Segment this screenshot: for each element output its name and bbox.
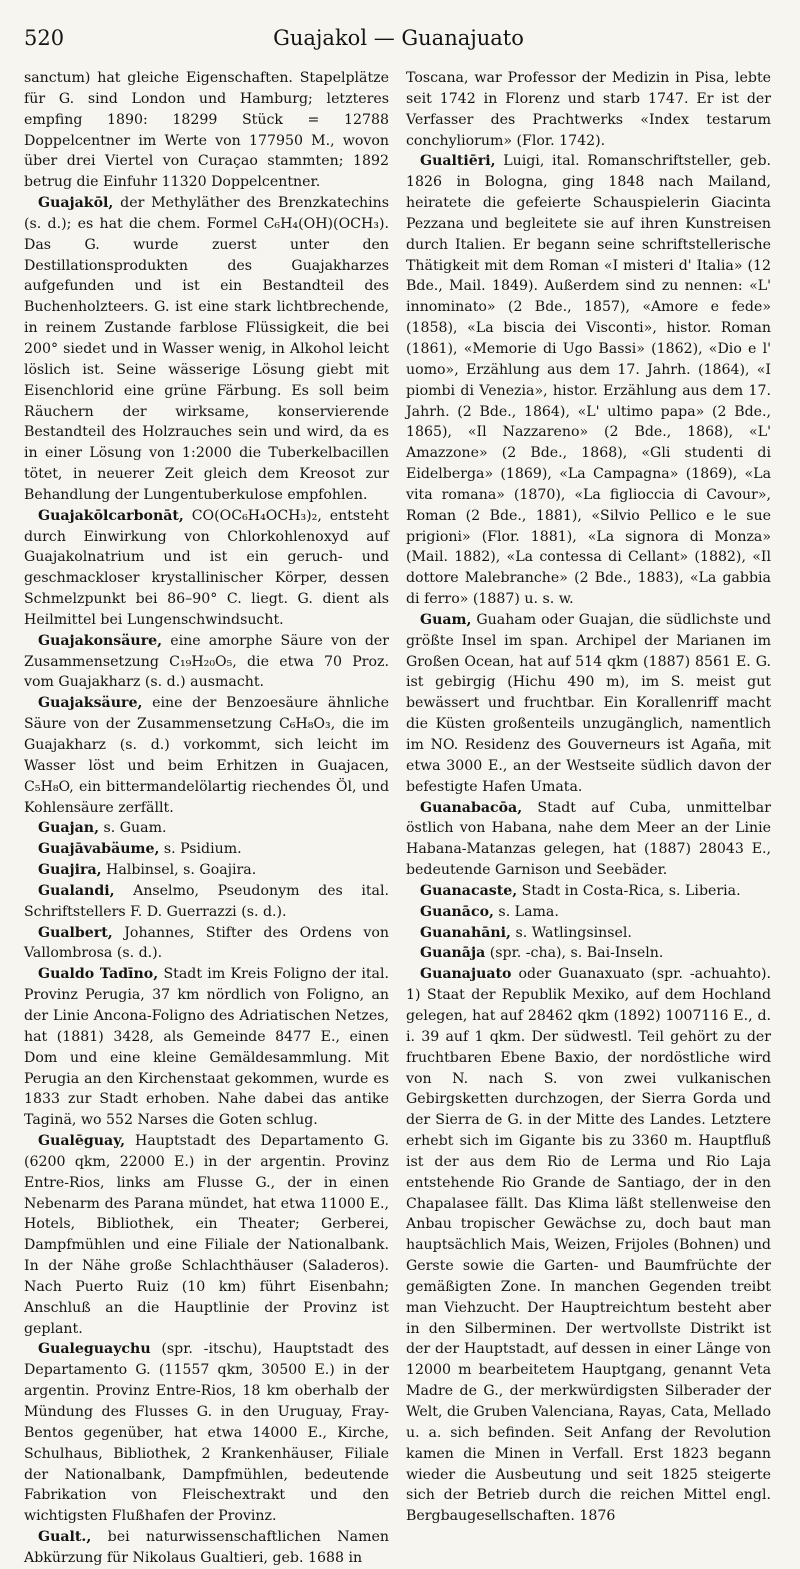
entry-text: Stadt im Kreis Foligno der ital. Provinz Perugia, 37 km nördlich von Foligno, an der Linie Ancona-Foligno des Adriatischen Netzes, hat (1881) 3428, als Gemeinde 8477 E., einen Dom und eine kleine Gemäldesammlung. Mit Perugia an den Kirchenstaat gekommen, wurde es 1833 zur Stadt erhoben. Nahe dabei das antike Taginä, wo 552 Narses die Goten schlug. (24, 966, 390, 1129)
dictionary-entry (24, 818, 389, 839)
dictionary-entry (24, 193, 389, 506)
page-header (24, 22, 773, 58)
dictionary-entry (24, 631, 389, 694)
entry-text: sanctum) hat gleiche Eigenschaften. Stapelplätze für G. sind London und Hamburg; letzteres empfing 1890: 18299 Stück = 12788 Doppelcentner im Werte von 177950 M., wovon über drei Viertel von Curaçao stammten; 1892 betrug die Einfuhr 11320 Doppelcentner. (24, 70, 389, 191)
entry-text: Guaham oder Guajan, die südlichste und größte Insel im span. Archipel der Marianen im Großen Ocean, hat auf 514 qkm (1887) 8561 E. G. ist gebirgig (Hichu 490 m), im S. meist gut bewässert und fruchtbar. Ein Korallenriff macht die Küsten großenteils unzugänglich, namentlich im NO. Residenz des Gouverneurs ist Agaña, mit etwa 3000 E., an der Westseite südlich davon der befestigte Hafen Umata. (406, 611, 771, 795)
entry-headword: Gualt., (38, 1529, 92, 1546)
dictionary-entry (24, 964, 389, 1131)
entry-text: Stadt auf Cuba, unmittelbar östlich von Habana, nahe dem Meer an der Linie Habana-Matanzas gelegen, hat (1887) 28043 E., bedeutende Garnison und Seebäder. (406, 799, 771, 879)
dictionary-entry (24, 693, 389, 818)
right-column (406, 68, 771, 1569)
running-head: Guajakol — Guanajuato (273, 26, 524, 50)
page-number: 520 (24, 26, 65, 50)
entry-headword: Guanāja (420, 945, 486, 962)
entry-headword: Guanahāni, (420, 924, 511, 941)
entry-headword: Gualbert, (38, 924, 113, 941)
entry-text: (spr. -itschu), Hauptstadt des Departamento G. (11557 qkm, 30500 E.) in der argentin. Provinz Entre-Rios, 18 km oberhalb der Mündung des Flusses G. in den Uruguay, Fray-Bentos gegenüber, hat etwa 14000 E., Kirche, Schulhaus, Bibliothek, 2 Krankenhäuser, Filiale der Nationalbank, Dampfmühlen, bedeutende Fabrikation von Fleischextrakt und den wichtigsten Flußhafen der Provinz. (24, 1341, 389, 1525)
entry-headword: Guam, (420, 611, 472, 628)
entry-text: s. Psidium. (159, 841, 242, 858)
dictionary-entry (406, 902, 771, 923)
entry-headword: Guanajuato (420, 966, 512, 983)
entry-headword: Guanāco, (420, 903, 494, 920)
entry-headword: Gualandi, (38, 882, 115, 899)
dictionary-entry (24, 881, 389, 923)
entry-continuation (406, 68, 771, 151)
dictionary-entry (24, 1527, 389, 1569)
entry-text: s. Lama. (493, 903, 559, 920)
entry-continuation (24, 68, 389, 193)
left-column (24, 68, 389, 1569)
entry-text: oder Guanaxuato (spr. -achuahto). 1) Staat der Republik Mexiko, auf dem Hochland gelegen, hat auf 28462 qkm (1892) 1007116 E., d. i. 39 auf 1 qkm. Der südwestl. Teil gehört zu der fruchtbaren Ebene Baxio, der nordöstliche wird von N. nach S. von zwei vulkanischen Gebirgsketten durchzogen, der Sierra Gorda und der Sierra de G. in der Mitte des Landes. Letztere erhebt sich im Gigante bis zu 3360 m. Hauptfluß ist der aus dem Rio de Lerma und Rio Laja entstehende Rio Grande de Santiago, der in den Chapalasee fällt. Das Klima läßt stellenweise den Anbau tropischer Gewächse zu, doch baut man hauptsächlich Mais, Weizen, Frijoles (Bohnen) und Gerste sowie die Garten- und Baumfrüchte der gemäßigten Zone. In manchen Gegenden treibt man Viehzucht. Der Hauptreichtum besteht aber in den Silberminen. Der wertvollste Distrikt ist der der Hauptstadt, auf dessen in einer Länge von 12000 m bearbeitetem Hauptgang, genannt Veta Madre de G., der merkwürdigsten Silberader der Welt, die Gruben Valenciana, Rayas, Cata, Mellado u. a. sich befinden. Seit Anfang der Revolution kamen die Minen in Verfall. Erst 1823 begann wieder die Ausbeutung und seit 1825 steigerte sich der Betrieb durch die reichen Mittel engl. Bergbaugesellschaften. 1876 (406, 966, 771, 1525)
entry-text: (spr. -cha), s. Bai-Inseln. (485, 945, 664, 962)
entry-headword: Guajaksäure, (38, 695, 143, 712)
entry-headword: Guajira, (38, 862, 102, 879)
entry-headword: Gualeguaychu (38, 1341, 151, 1358)
dictionary-entry (24, 860, 389, 881)
entry-text: Anselmo, Pseudonym des ital. Schriftstellers F. D. Guerrazzi (s. d.). (24, 882, 389, 920)
dictionary-entry (406, 943, 771, 964)
entry-text: Hauptstadt des Departamento G. (6200 qkm, 22000 E.) in der argentin. Provinz Entre-Rios, links am Flusse G., der in einen Nebenarm des Parana mündet, hat etwa 11000 E., Hotels, Bibliothek, ein Theater; Gerberei, Dampfmühlen und eine Filiale der Nationalbank. In der Nähe große Schlachthäuser (Saladeros). Nach Puerto Ruiz (10 km) führt Eisenbahn; Anschluß an die Hauptlinie der Provinz ist geplant. (24, 1133, 389, 1337)
entry-text: CO(OC₆H₄OCH₃)₂, entsteht durch Einwirkung von Chlorkohlenoxyd auf Guajakolnatrium und ist ein geruch- und geschmackloser krystallinischer Körper, dessen Schmelzpunkt bei 86–90° C. liegt. G. dient als Heilmittel bei Lungenschwindsucht. (24, 507, 389, 628)
dictionary-entry (406, 610, 771, 798)
dictionary-entry (24, 506, 389, 631)
entry-text: Halbinsel, s. Goajira. (101, 862, 257, 879)
entry-text: Luigi, ital. Romanschriftsteller, geb. 1826 in Bologna, ging 1848 nach Mailand, heiratete die gefeierte Schauspielerin Giacinta Pezzana und begleitete sie auf ihren Kunstreisen durch Italien. Er begann seine schriftstellerische Thätigkeit mit dem Roman «I misteri d' Italia» (12 Bde., Mail. 1849). Außerdem sind zu nennen: «L' innominato» (2 Bde., 1857), «Amore e fede» (1858), «La biscia dei Visconti», histor. Roman (1861), «Memorie di Ugo Bassi» (1862), «Dio e l' uomo», Erzählung aus dem 17. Jahrh. (1864), «I piombi di Venezia», histor. Erzählung aus dem 17. Jahrh. (2 Bde., 1864), «L' ultimo papa» (2 Bde., 1865), «Il Nazzareno» (2 Bde., 1868), «L' Amazzone» (2 Bde., 1868), «Gli studenti di Eidelberga» (1869), «La Campagna» (1869), «La vita romana» (1870), «La figlioccia di Cavour», Roman (2 Bde., 1881), «Silvio Pellico e le sue prigioni» (Flor. 1881), «La signora di Monza» (Mail. 1882), «La contessa di Cellant» (1882), «Il dottore Malebranche» (2 Bde., 1883), «La gabbia di ferro» (1887) u. s. w. (406, 153, 771, 608)
entry-headword: Guanacaste, (420, 882, 518, 899)
entry-headword: Guajāvabäume, (38, 841, 160, 858)
dictionary-entry (24, 923, 389, 965)
entry-headword: Gualdo Tadīno, (38, 966, 159, 983)
dictionary-entry (406, 881, 771, 902)
entry-text: s. Watlingsinsel. (510, 924, 632, 941)
entry-text: bei naturwissenschaftlichen Namen Abkürzung für Nikolaus Gualtieri, geb. 1688 in (24, 1529, 389, 1566)
entry-text: Toscana, war Professor der Medizin in Pisa, lebte seit 1742 in Florenz und starb 1747. Er ist der Verfasser des Prachtwerks «Index testarum conchyliorum» (Flor. 1742). (406, 70, 771, 149)
entry-text: eine amorphe Säure von der Zusammensetzung C₁₉H₂₀O₅, die etwa 70 Proz. vom Guajakharz (s. d.) ausmacht. (24, 632, 389, 691)
dictionary-entry (406, 798, 771, 881)
dictionary-entry (406, 923, 771, 944)
entry-text: Stadt in Costa-Rica, s. Liberia. (517, 882, 741, 899)
dictionary-entry (406, 964, 771, 1527)
text-columns (24, 68, 773, 1569)
entry-headword: Guajan, (38, 820, 100, 837)
dictionary-entry (406, 151, 771, 610)
entry-headword: Guanabacōa, (420, 799, 523, 816)
entry-text: Johannes, Stifter des Ordens von Vallombrosa (s. d.). (24, 924, 389, 962)
entry-headword: Gualtiēri, (420, 153, 496, 170)
entry-text: der Methyläther des Brenzkatechins (s. d.); es hat die chem. Formel C₆H₄(OH)(OCH₃). Das G. wurde zuerst unter den Destillationsprodukten des Guajakharzes aufgefunden und ist ein Bestandteil des Buchenholzteers. G. ist eine stark lichtbrechende, in reinem Zustande farblose Flüssigkeit, die bei 200° siedet und in Wasser wenig, in Alkohol leicht löslich ist. Seine wässerige Lösung giebt mit Eisenchlorid eine grüne Färbung. Es soll beim Räuchern der wirksame, konservierende Bestandteil des Holzrauches sein und wird, da es in einer Lösung von 1:2000 die Tuberkelbacillen tötet, in neuerer Zeit gleich dem Kreosot zur Behandlung der Lungentuberkulose empfohlen. (24, 195, 389, 503)
entry-headword: Guajakōl, (38, 195, 114, 212)
entry-headword: Guajakonsäure, (38, 632, 163, 649)
entry-text: s. Guam. (99, 820, 167, 837)
entry-text: eine der Benzoesäure ähnliche Säure von der Zusammensetzung C₆H₈O₃, die im Guajakharz (s. d.) vorkommt, sich leicht im Wasser löst und beim Erhitzen in Guajacen, C₅H₈O, ein bittermandelölartig riechendes Öl, und Kohlensäure zerfällt. (24, 695, 389, 816)
dictionary-entry (24, 839, 389, 860)
entry-headword: Gualēguay, (38, 1133, 126, 1150)
dictionary-entry (24, 1339, 389, 1527)
entry-headword: Guajakōlcarbonāt, (38, 507, 184, 524)
dictionary-entry (24, 1131, 389, 1339)
